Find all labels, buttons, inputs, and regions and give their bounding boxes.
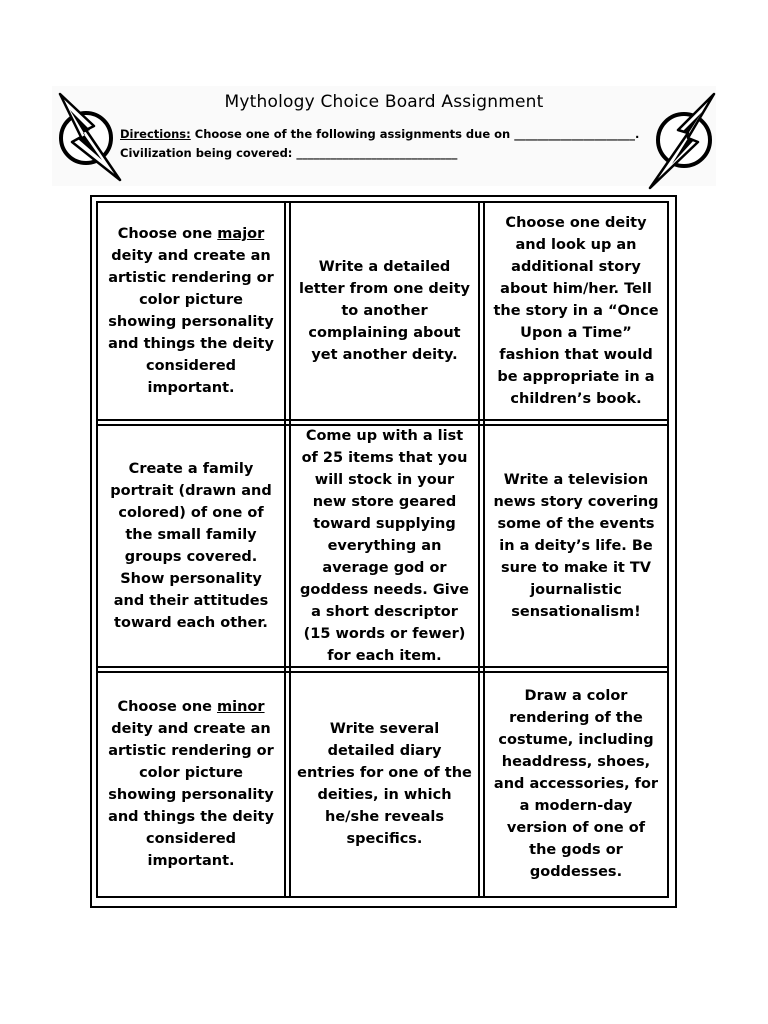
choice-board bbox=[90, 195, 677, 908]
choice-cell-minor-deity-art: Choose one minor deity and create an artistic rendering or color picture showing personality and things the deity considered important. bbox=[108, 699, 274, 869]
choice-cell-major-deity-art: Choose one major deity and create an artistic rendering or color picture showing personality and things the deity considered important. bbox=[108, 226, 274, 396]
directions-label: Directions: bbox=[120, 127, 191, 141]
column-divider bbox=[478, 201, 480, 898]
civilization-line: Civilization being covered: ____________________________ bbox=[120, 146, 458, 160]
choice-cell-deity-letter: Write a detailed letter from one deity to another complaining about yet another deity. bbox=[298, 259, 470, 363]
choice-cell-diary-entries: Write several detailed diary entries for one of the deities, in which he/she reveals specifics. bbox=[297, 721, 472, 847]
directions-text: Choose one of the following assignments due on _____________________. bbox=[190, 127, 640, 141]
page-title: Mythology Choice Board Assignment bbox=[224, 92, 544, 112]
frame-line bbox=[667, 201, 669, 898]
column-divider bbox=[284, 201, 286, 898]
choice-cell-tv-news: Write a television news story covering some of the events in a deity’s life. Be sure to make it TV journalistic sensationalism! bbox=[493, 472, 659, 620]
choice-cell-family-portrait: Create a family portrait (drawn and colored) of one of the small family groups covered. Show personality and their attitudes toward each other. bbox=[110, 461, 272, 631]
row-divider bbox=[98, 419, 669, 421]
directions-line bbox=[120, 127, 639, 141]
choice-cell-once-upon-a-time: Choose one deity and look up an additional story about him/her. Tell the story in a “Once Upon a Time” fashion that would be appropriate in a children’s book. bbox=[493, 215, 659, 407]
choice-cell-costume-rendering: Draw a color rendering of the costume, including headdress, shoes, and accessories, for a modern-day version of one of the gods or goddesses. bbox=[493, 688, 659, 880]
choice-cell-store-list: Come up with a list of 25 items that you will stock in your new store geared toward supplying everything an average god or goddess needs. Give a short descriptor (15 words or fewer) for each item. bbox=[300, 428, 469, 664]
frame-line bbox=[98, 896, 669, 898]
